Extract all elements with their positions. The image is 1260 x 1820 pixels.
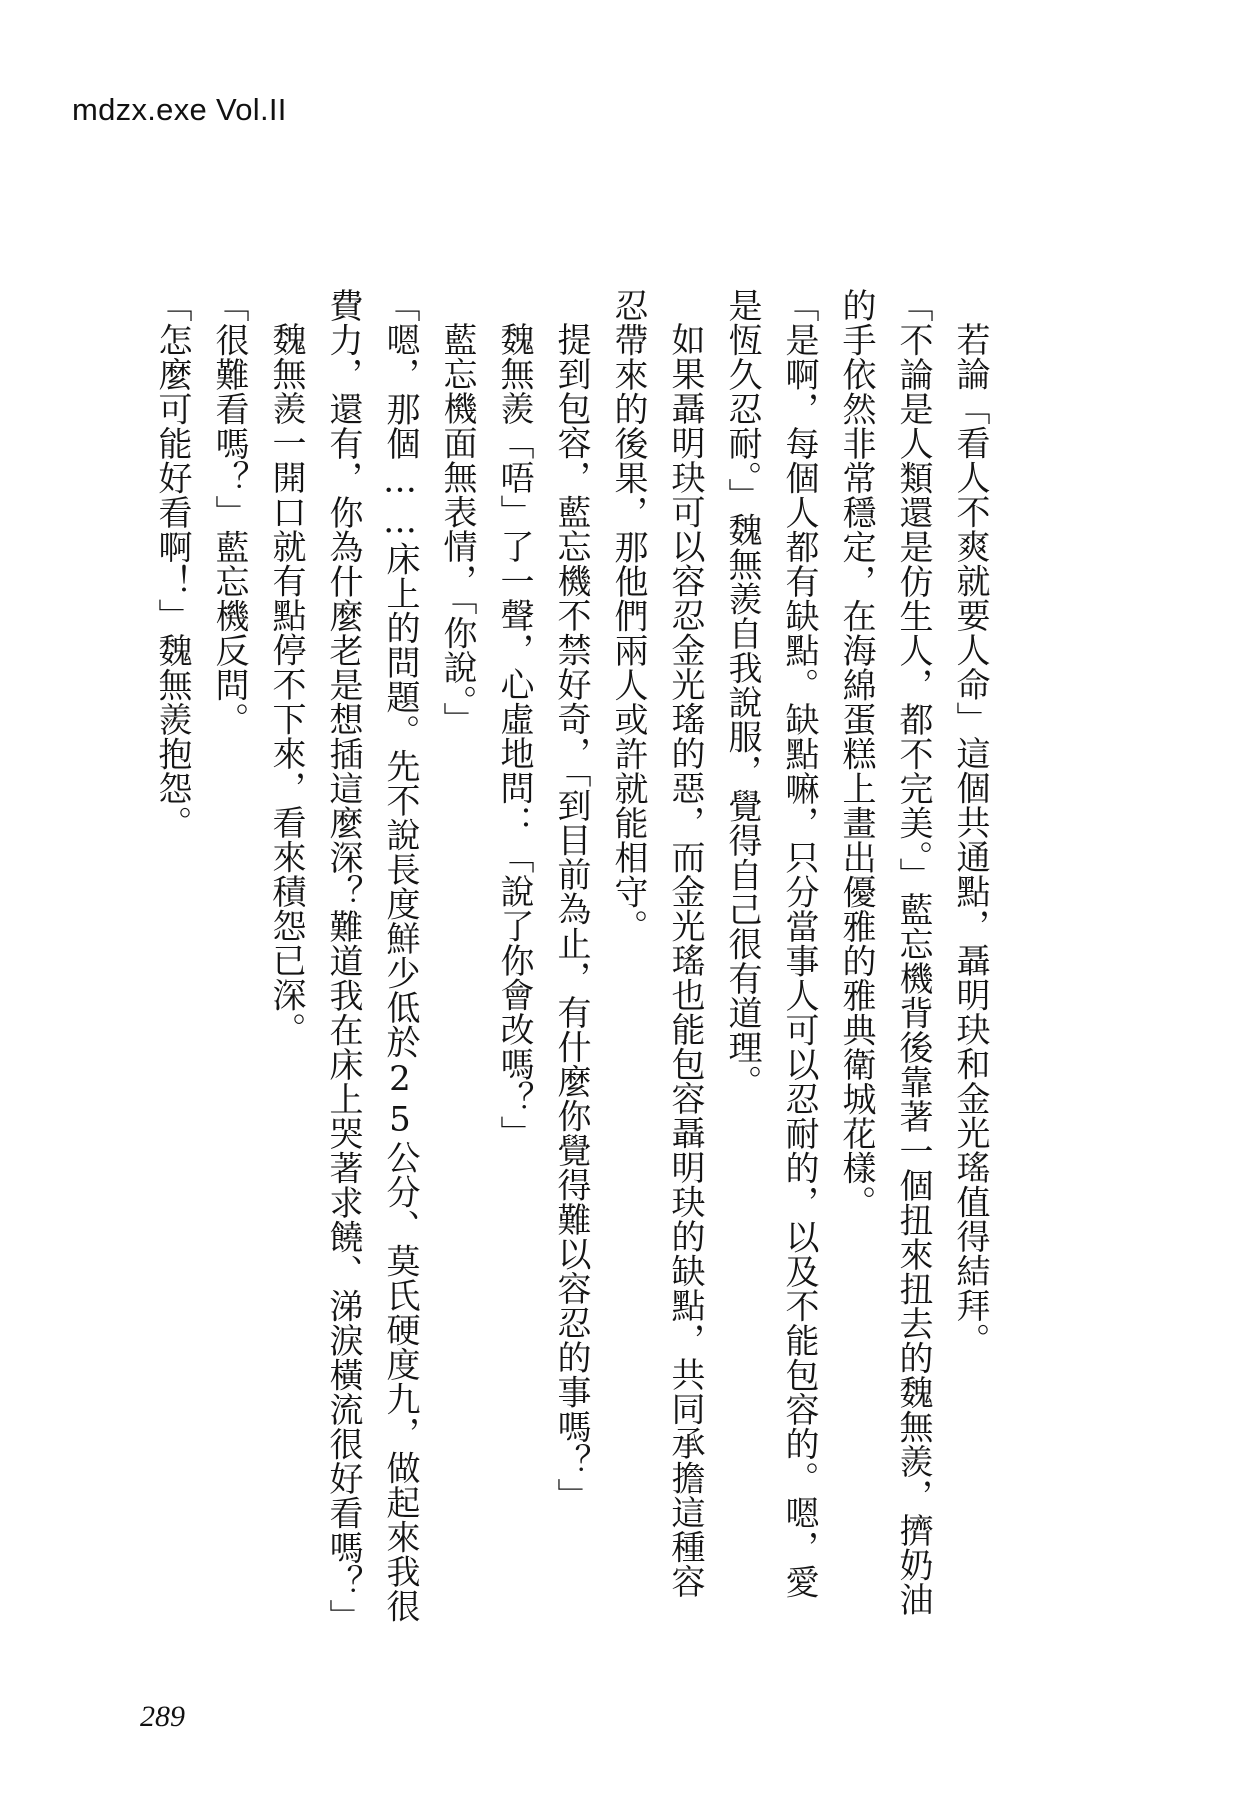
paragraph: 如果聶明玦可以容忍金光瑤的惡，而金光瑤也能包容聶明玦的缺點，共同承擔這種容忍帶來的後果，那他們兩人或許就能相守。 (608, 288, 705, 1599)
paragraph: 「嗯，那個……床上的問題。先不說長度鮮少低於25公分、莫氏硬度九，做起來我很費力，還有，你為什麼老是想插這麼深？難道我在床上哭著求饒、涕淚橫流很好看嗎？」 (323, 288, 420, 1634)
vertical-body-text (152, 288, 998, 1634)
paragraph: 魏無羨「唔」了一聲，心虛地問：「說了你會改嗎？」 (494, 322, 534, 1150)
paragraph: 「怎麼可能好看啊！」魏無羨抱怨。 (152, 288, 192, 840)
paragraph: 魏無羨一開口就有點停不下來，看來積怨已深。 (266, 322, 306, 1047)
paragraph: 「不論是人類還是仿生人，都不完美。」藍忘機背後靠著一個扭來扭去的魏無羨，擠奶油的手依然非常穩定，在海綿蛋糕上畫出優雅的雅典衛城花樣。 (836, 288, 933, 1617)
page-number: 289 (140, 1700, 185, 1733)
paragraph: 「很難看嗎？」藍忘機反問。 (209, 288, 249, 737)
paragraph: 「是啊，每個人都有缺點。缺點嘛，只分當事人可以忍耐的，以及不能包容的。嗯，愛是恆久忍耐。」魏無羨自我說服，覺得自己很有道理。 (722, 288, 819, 1599)
running-header: mdzx.exe Vol.II (72, 92, 287, 127)
paragraph: 提到包容，藍忘機不禁好奇，「到目前為止，有什麼你覺得難以容忍的事嗎？」 (551, 322, 591, 1513)
paragraph: 藍忘機面無表情，「你說。」 (437, 322, 477, 737)
paragraph: 若論「看人不爽就要人命」這個共通點，聶明玦和金光瑤值得結拜。 (950, 322, 990, 1357)
